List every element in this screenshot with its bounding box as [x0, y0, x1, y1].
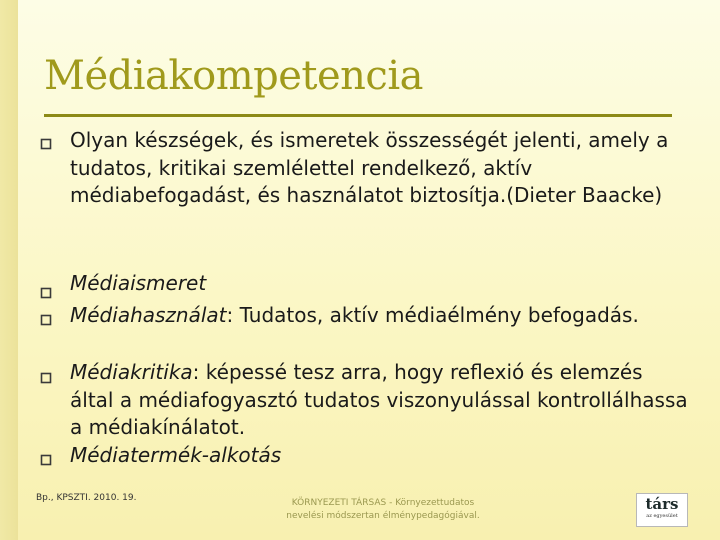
footer-caption [258, 497, 508, 523]
list-item-term: Médiakritika [70, 360, 193, 384]
footer-caption-line: KÖRNYEZETI TÁRSAS - Környezettudatos [291, 498, 475, 508]
intro-paragraph: Olyan készségek, és ismeretek összességét jelenti, amely a tudatos, kritikai szemlélettel rendelkező, aktív médiabefogadást, és használatot biztosítja.(Dieter Baacke) [70, 128, 669, 207]
footer-date: Bp., KPSZTI. 2010. 19. [36, 493, 137, 503]
list-item-mediakritika [70, 359, 690, 442]
list-item-term: Médiaismeret [70, 271, 207, 295]
list-item-mediatermek [70, 442, 690, 470]
square-bullet-icon [40, 314, 52, 326]
square-bullet-icon [40, 454, 52, 466]
list-item-text: : Tudatos, aktív médiaélmény befogadás. [226, 303, 639, 327]
footer-caption-line: nevelési módszertan élménypedagógiával. [286, 511, 480, 521]
tars-logo [636, 493, 688, 527]
logo-subtext: az egyesület [646, 513, 678, 519]
list-item-term: Médiatermék-alkotás [70, 443, 282, 467]
title-underline [44, 114, 672, 117]
list-item-term: Médiahasználat [70, 303, 227, 327]
side-accent-bar [0, 0, 18, 540]
logo-text: társ [645, 495, 679, 513]
list-item-text: : képessé tesz arra, hogy reflexió és elemzés által a médiafogyasztó tudatos viszonyulással kontrollálhassa a médiakínálatot. [70, 360, 688, 439]
square-bullet-icon [40, 138, 52, 150]
list-item-mediaismeret [70, 270, 690, 298]
list-item-mediahasznalat [70, 302, 690, 330]
square-bullet-icon [40, 372, 52, 384]
square-bullet-icon [40, 287, 52, 299]
slide-title: Médiakompetencia [44, 53, 423, 99]
